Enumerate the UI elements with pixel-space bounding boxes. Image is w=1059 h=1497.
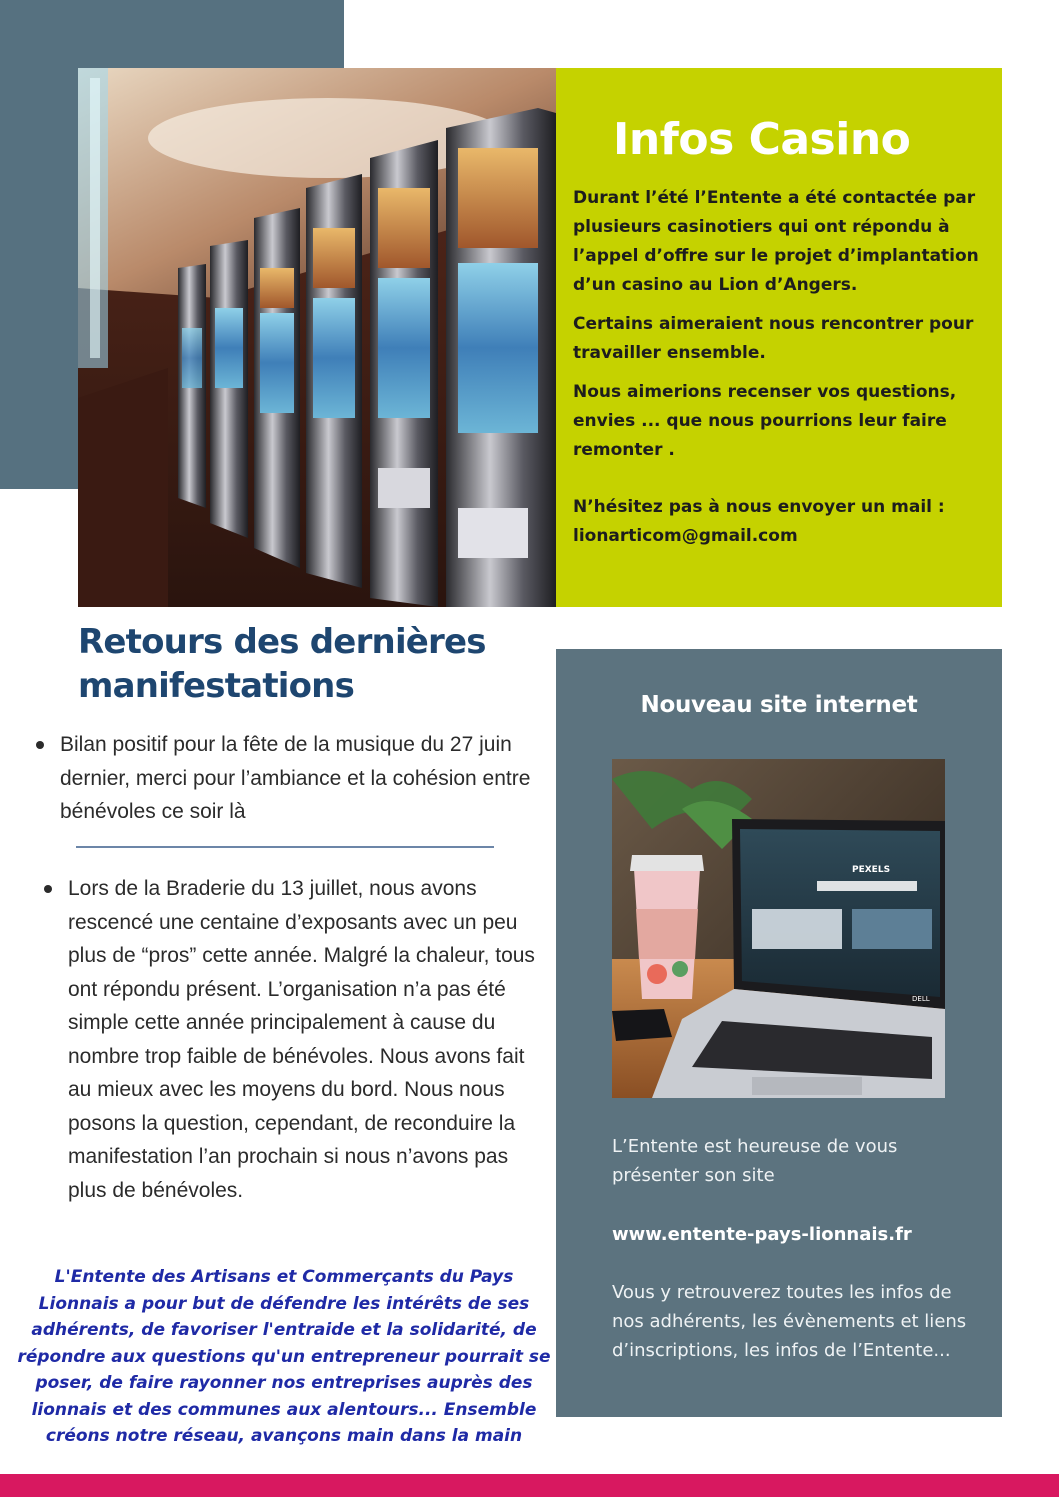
bullet-dot-icon — [44, 885, 52, 893]
bullet-fete-musique-text: Bilan positif pour la fête de la musique du 27 juin dernier, merci pour l’ambiance et la cohésion entre bénévoles ce soir là — [60, 733, 531, 823]
infos-casino-email-link[interactable]: lionarticom@gmail.com — [573, 526, 798, 546]
bullet-braderie-text: Lors de la Braderie du 13 juillet, nous avons rescencé une centaine d’exposants avec un peu plus de “pros” cette année. Malgré la chaleur, tous ont répondu présent. L’organisation n’a pas été simple cette année principalement à cause du nombre trop faible de bénévoles. Nous avons fait au mieux avec les moyens du bord. Nous nous posons la question, cependant, de reconduire la manifestation l’an prochain si nous n’avons pas plus de bénévoles. — [68, 877, 535, 1202]
screen-brand: PEXELS — [852, 865, 891, 875]
infos-casino-title: Infos Casino — [613, 114, 911, 165]
bullet-braderie — [68, 872, 538, 1207]
nouveau-site-title: Nouveau site internet — [640, 692, 918, 718]
laptop-brand: DELL — [912, 995, 930, 1003]
infos-casino-panel — [556, 68, 1002, 607]
infos-casino-paragraph-3: Nous aimerions recenser vos questions, envies ... que nous pourrions leur faire remonter . — [573, 382, 957, 460]
bullet-fete-musique — [60, 728, 540, 829]
section-divider — [76, 846, 494, 848]
bottom-accent-bar — [0, 1474, 1059, 1497]
infos-casino-paragraph-1: Durant l’été l’Entente a été contactée par plusieurs casinotiers qui ont répondu à l’appel d’offre sur le projet d’implantation d’un casino au Lion d’Angers. — [573, 188, 979, 295]
infos-casino-contact-text: N’hésitez pas à nous envoyer un mail : — [573, 497, 945, 517]
bullet-dot-icon — [36, 741, 44, 749]
nouveau-site-intro: L’Entente est heureuse de vous présenter son site — [612, 1136, 898, 1186]
retours-section-title: Retours des dernières manifestations — [78, 622, 486, 706]
casino-slot-machines-image — [78, 68, 556, 607]
nouveau-site-description: Vous y retrouverez toutes les infos de nos adhérents, les évènements et liens d’inscriptions, les infos de l’Entente... — [612, 1282, 967, 1361]
infos-casino-paragraph-2: Certains aimeraient nous rencontrer pour travailler ensemble. — [573, 314, 974, 363]
mission-statement: L'Entente des Artisans et Commerçants du Pays Lionnais a pour but de défendre les intérêts de ses adhérents, de favoriser l'entraide et la solidarité, de répondre aux questions qu'un entrepreneur pourrait se poser, de faire rayonner nos entreprises auprès des lionnais et des communes aux alentours... Ensemble créons notre réseau, avançons main dans la main — [17, 1267, 551, 1446]
nouveau-site-url-link[interactable]: www.entente-pays-lionnais.fr — [612, 1224, 912, 1245]
laptop-website-image — [612, 759, 945, 1098]
